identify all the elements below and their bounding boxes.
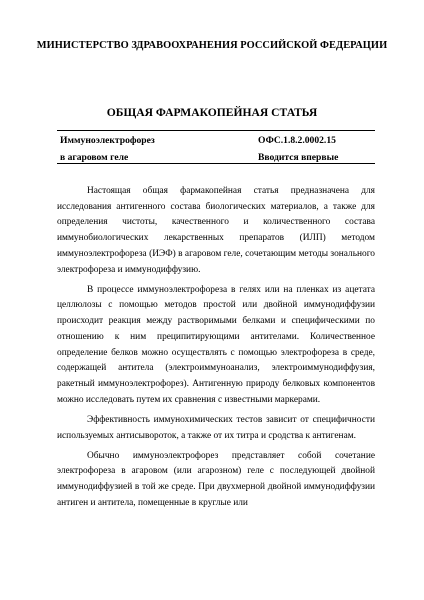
- header-rule-top: [57, 130, 375, 131]
- paragraph: В процессе иммуноэлектрофореза в гелях или на пленках из ацетата целлюлозы с помощью методов простой или двойной иммунодиффузии происходит реакция между растворимыми белками и специфическими по отношению к ним преципитирующими антителами. Количественное определение белков можно осуществлять с помощью электрофореза в среде, содержащей антитела (электроиммуноанализ, электроиммунодиффузия, ракетный иммуноэлектрофорез). Антигенную природу белковых компонентов можно исследовать путем их сравнения с известными маркерами.: [57, 284, 375, 405]
- header-rule-bottom: [57, 163, 375, 164]
- article-name-line-2: в агаровом геле: [60, 152, 129, 163]
- document-body: [57, 184, 375, 516]
- document-heading: ОБЩАЯ ФАРМАКОПЕЙНАЯ СТАТЬЯ: [106, 106, 318, 119]
- paragraph: Обычно иммуноэлектрофорез представляет собой сочетание электрофореза в агаровом (или агарозном) геле с последующей двойной иммунодиффузией в той же среде. При двухмерной двойной иммунодиффузии антиген и антитела, помещенные в круглые или: [57, 450, 375, 508]
- ministry-title: МИНИСТЕРСТВО ЗДРАВООХРАНЕНИЯ РОССИЙСКОЙ ФЕДЕРАЦИИ: [36, 40, 388, 51]
- article-status: Вводится впервые: [258, 152, 339, 163]
- paragraph: Настоящая общая фармакопейная статья предназначена для исследования антигенного состава биологических материалов, а также для определения чистоты, качественного и количественного состава иммунобиологических лекарственных препаратов (ИЛП) методом иммуноэлектрофореза (ИЭФ) в агаровом геле, сочетающим методы зонального электрофореза и иммунодиффузию.: [57, 186, 375, 275]
- article-name-line-1: Иммуноэлектрофорез: [60, 135, 155, 146]
- article-code: ОФС.1.8.2.0002.15: [258, 135, 336, 146]
- paragraph: Эффективность иммунохимических тестов зависит от специфичности используемых антисывороток, а также от их титра и сродства к антигенам.: [57, 414, 375, 441]
